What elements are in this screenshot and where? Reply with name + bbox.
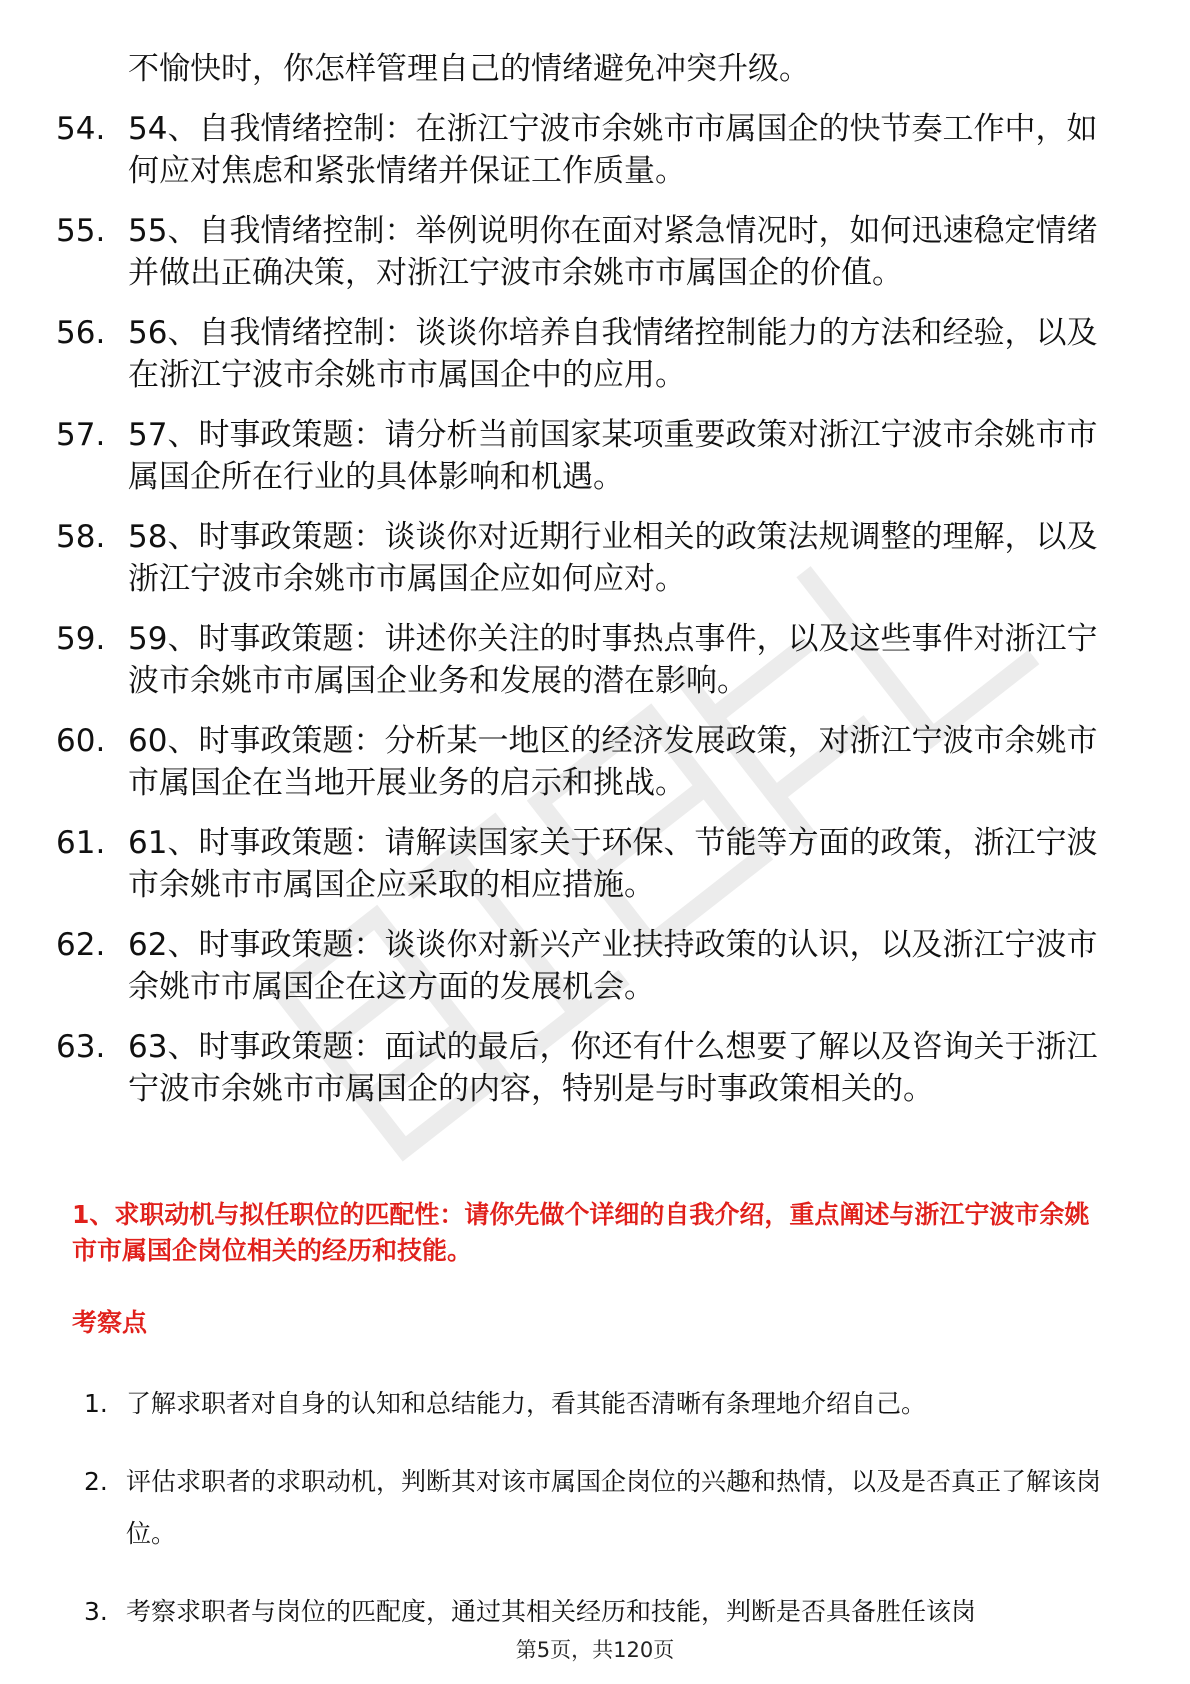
continuation-text: 不愉快时，你怎样管理自己的情绪避免冲突升级。: [128, 51, 810, 87]
list-item: [56, 414, 1116, 498]
item-number: 63.: [56, 1029, 106, 1065]
item-text: 59、时事政策题：讲述你关注的时事热点事件，以及这些事件对浙江宁波市余姚市市属国企业务和发展的潜在影响。: [128, 621, 1098, 699]
item-text: 60、时事政策题：分析某一地区的经济发展政策，对浙江宁波市余姚市市属国企在当地开展业务的启示和挑战。: [128, 723, 1098, 801]
list-item: [56, 822, 1116, 906]
section-heading: 1、求职动机与拟任职位的匹配性：请你先做个详细的自我介绍，重点阐述与浙江宁波市余姚市市属国企岗位相关的经历和技能。: [72, 1200, 1090, 1265]
page-footer: 第5页，共120页: [515, 1638, 675, 1662]
item-number: 56.: [56, 315, 106, 351]
item-number: 62.: [56, 927, 106, 963]
list-item: [84, 1456, 1114, 1560]
item-text: 61、时事政策题：请解读国家关于环保、节能等方面的政策，浙江宁波市余姚市市属国企应采取的相应措施。: [128, 825, 1098, 903]
assessment-points-list: [84, 1378, 1114, 1664]
item-text: 62、时事政策题：谈谈你对新兴产业扶持政策的认识，以及浙江宁波市余姚市市属国企在这方面的发展机会。: [128, 927, 1098, 1005]
section-subheading: 考察点: [72, 1308, 148, 1337]
item-text: 考察求职者与岗位的匹配度，通过其相关经历和技能，判断是否具备胜任该岗: [126, 1597, 977, 1626]
item-number: 55.: [56, 213, 106, 249]
list-item: [56, 618, 1116, 702]
list-item: [56, 1026, 1116, 1110]
item-text: 了解求职者对自身的认知和总结能力，看其能否清晰有条理地介绍自己。: [126, 1389, 927, 1418]
list-item: [84, 1378, 1114, 1430]
list-item: [56, 108, 1116, 192]
item-number: 61.: [56, 825, 106, 861]
item-number: 54.: [56, 111, 106, 147]
list-item: [84, 1586, 1114, 1638]
list-item: [56, 312, 1116, 396]
item-number: 57.: [56, 417, 106, 453]
list-item: [56, 720, 1116, 804]
item-number: 58.: [56, 519, 106, 555]
item-number: 1.: [84, 1389, 108, 1418]
item-text: 57、时事政策题：请分析当前国家某项重要政策对浙江宁波市余姚市市属国企所在行业的具体影响和机遇。: [128, 417, 1098, 495]
item-number: 59.: [56, 621, 106, 657]
item-text: 55、自我情绪控制：举例说明你在面对紧急情况时，如何迅速稳定情绪并做出正确决策，对浙江宁波市余姚市市属国企的价值。: [128, 213, 1098, 291]
item-number: 3.: [84, 1597, 108, 1626]
list-item: [56, 210, 1116, 294]
item-text: 63、时事政策题：面试的最后，你还有什么想要了解以及咨询关于浙江宁波市余姚市市属国企的内容，特别是与时事政策相关的。: [128, 1029, 1098, 1107]
list-item: [56, 516, 1116, 600]
item-text: 评估求职者的求职动机，判断其对该市属国企岗位的兴趣和热情，以及是否真正了解该岗位。: [126, 1467, 1102, 1548]
item-text: 56、自我情绪控制：谈谈你培养自我情绪控制能力的方法和经验，以及在浙江宁波市余姚市市属国企中的应用。: [128, 315, 1098, 393]
item-number: 2.: [84, 1467, 108, 1496]
item-text: 54、自我情绪控制：在浙江宁波市余姚市市属国企的快节奏工作中，如何应对焦虑和紧张情绪并保证工作质量。: [128, 111, 1098, 189]
list-item: [56, 924, 1116, 1008]
item-text: 58、时事政策题：谈谈你对近期行业相关的政策法规调整的理解，以及浙江宁波市余姚市市属国企应如何应对。: [128, 519, 1098, 597]
item-number: 60.: [56, 723, 106, 759]
question-list: [56, 108, 1116, 1128]
